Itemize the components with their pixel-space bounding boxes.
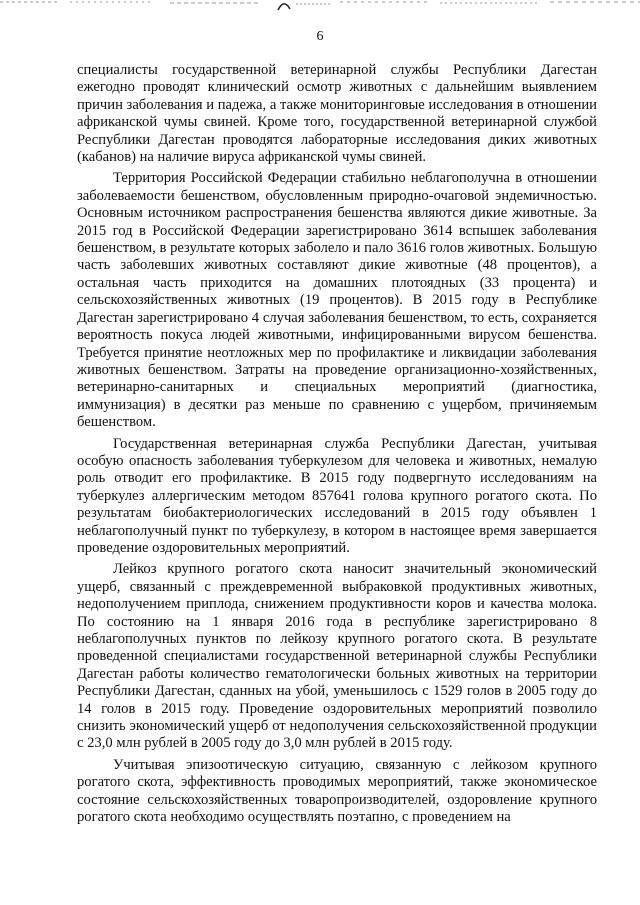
page-number: 6 — [316, 29, 324, 44]
paragraph-african-swine-fever-continued: специалисты государственной ветеринарной службы Республики Дагестан ежегодно проводят клинический осмотр животных с дальнейшим выявлением причин заболевания и падежа, а также мониторинговые исследования в отношении африканской чумы свиней. Кроме того, государственной ветеринарной службой Республики Дагестан проводятся лабораторные исследования диких животных (кабанов) на наличие вируса африканской чумы свиней. — [77, 62, 597, 166]
document-body — [77, 62, 597, 830]
paragraph-leukosis-measures: Учитывая эпизоотическую ситуацию, связанную с лейкозом крупного рогатого скота, эффективность проводимых мероприятий, также экономическое состояние сельскохозяйственных товаропроизводителей, оздоровление крупного рогатого скота необходимо осуществлять поэтапно, с проведением на — [77, 756, 597, 826]
paragraph-rabies: Территория Российской Федерации стабильно неблагополучна в отношении заболеваемости бешенством, обусловленным природно-очаговой эндемичностью. Основным источником распространения бешенства являются дикие животные. За 2015 год в Российской Федерации зарегистрировано 3614 вспышек заболевания бешенством, в результате которых заболело и пало 3616 голов животных. Большую часть заболевших животных составляют дикие животные (48 процентов), а остальная часть приходится на домашних плотоядных (33 процента) и сельскохозяйственных животных (19 процентов). В 2015 году в Республике Дагестан зарегистрировано 4 случая заболевания бешенством, то есть, сохраняется вероятность покуса людей животными, инфицированными вирусом бешенства. Требуется принятие неотложных мер по профилактике и ликвидации заболевания животных бешенством. Затраты на проведение организационно-хозяйственных, ветеринарно-санитарных и специальных мероприятий (диагностика, иммунизация) в десятки раз меньше по сравнению с ущербом, причиняемым бешенством. — [77, 170, 597, 431]
paragraph-leukosis: Лейкоз крупного рогатого скота наносит значительный экономический ущерб, связанный с преждевременной выбраковкой продуктивных животных, недополучением приплода, снижением продуктивности коров и качества молока. По состоянию на 1 января 2016 года в республике зарегистрировано 8 неблагополучных пунктов по лейкозу крупного рогатого скота. В результате проведенной специалистами государственной ветеринарной службы Республики Дагестан работы количество гематологически больных животных на территории Республики Дагестан, сданных на убой, уменьшилось с 1529 голов в 2005 году до 14 голов в 2015 году. Проведение оздоровительных мероприятий позволило снизить экономический ущерб от недополучения сельскохозяйственной продукции с 23,0 млн рублей в 2005 году до 3,0 млн рублей в 2015 году. — [77, 561, 597, 752]
scan-artifact-top-edge — [0, 0, 640, 14]
paragraph-tuberculosis: Государственная ветеринарная служба Республики Дагестан, учитывая особую опасность заболевания туберкулезом для человека и животных, немалую роль отводит его профилактике. В 2015 году подвергнуто исследованиям на туберкулез аллергическим методом 857641 голова крупного рогатого скота. По результатам биобактериологических исследований в 2015 году объявлен 1 неблагополучный пункт по туберкулезу, в котором в настоящее время завершается проведение оздоровительных мероприятий. — [77, 435, 597, 556]
